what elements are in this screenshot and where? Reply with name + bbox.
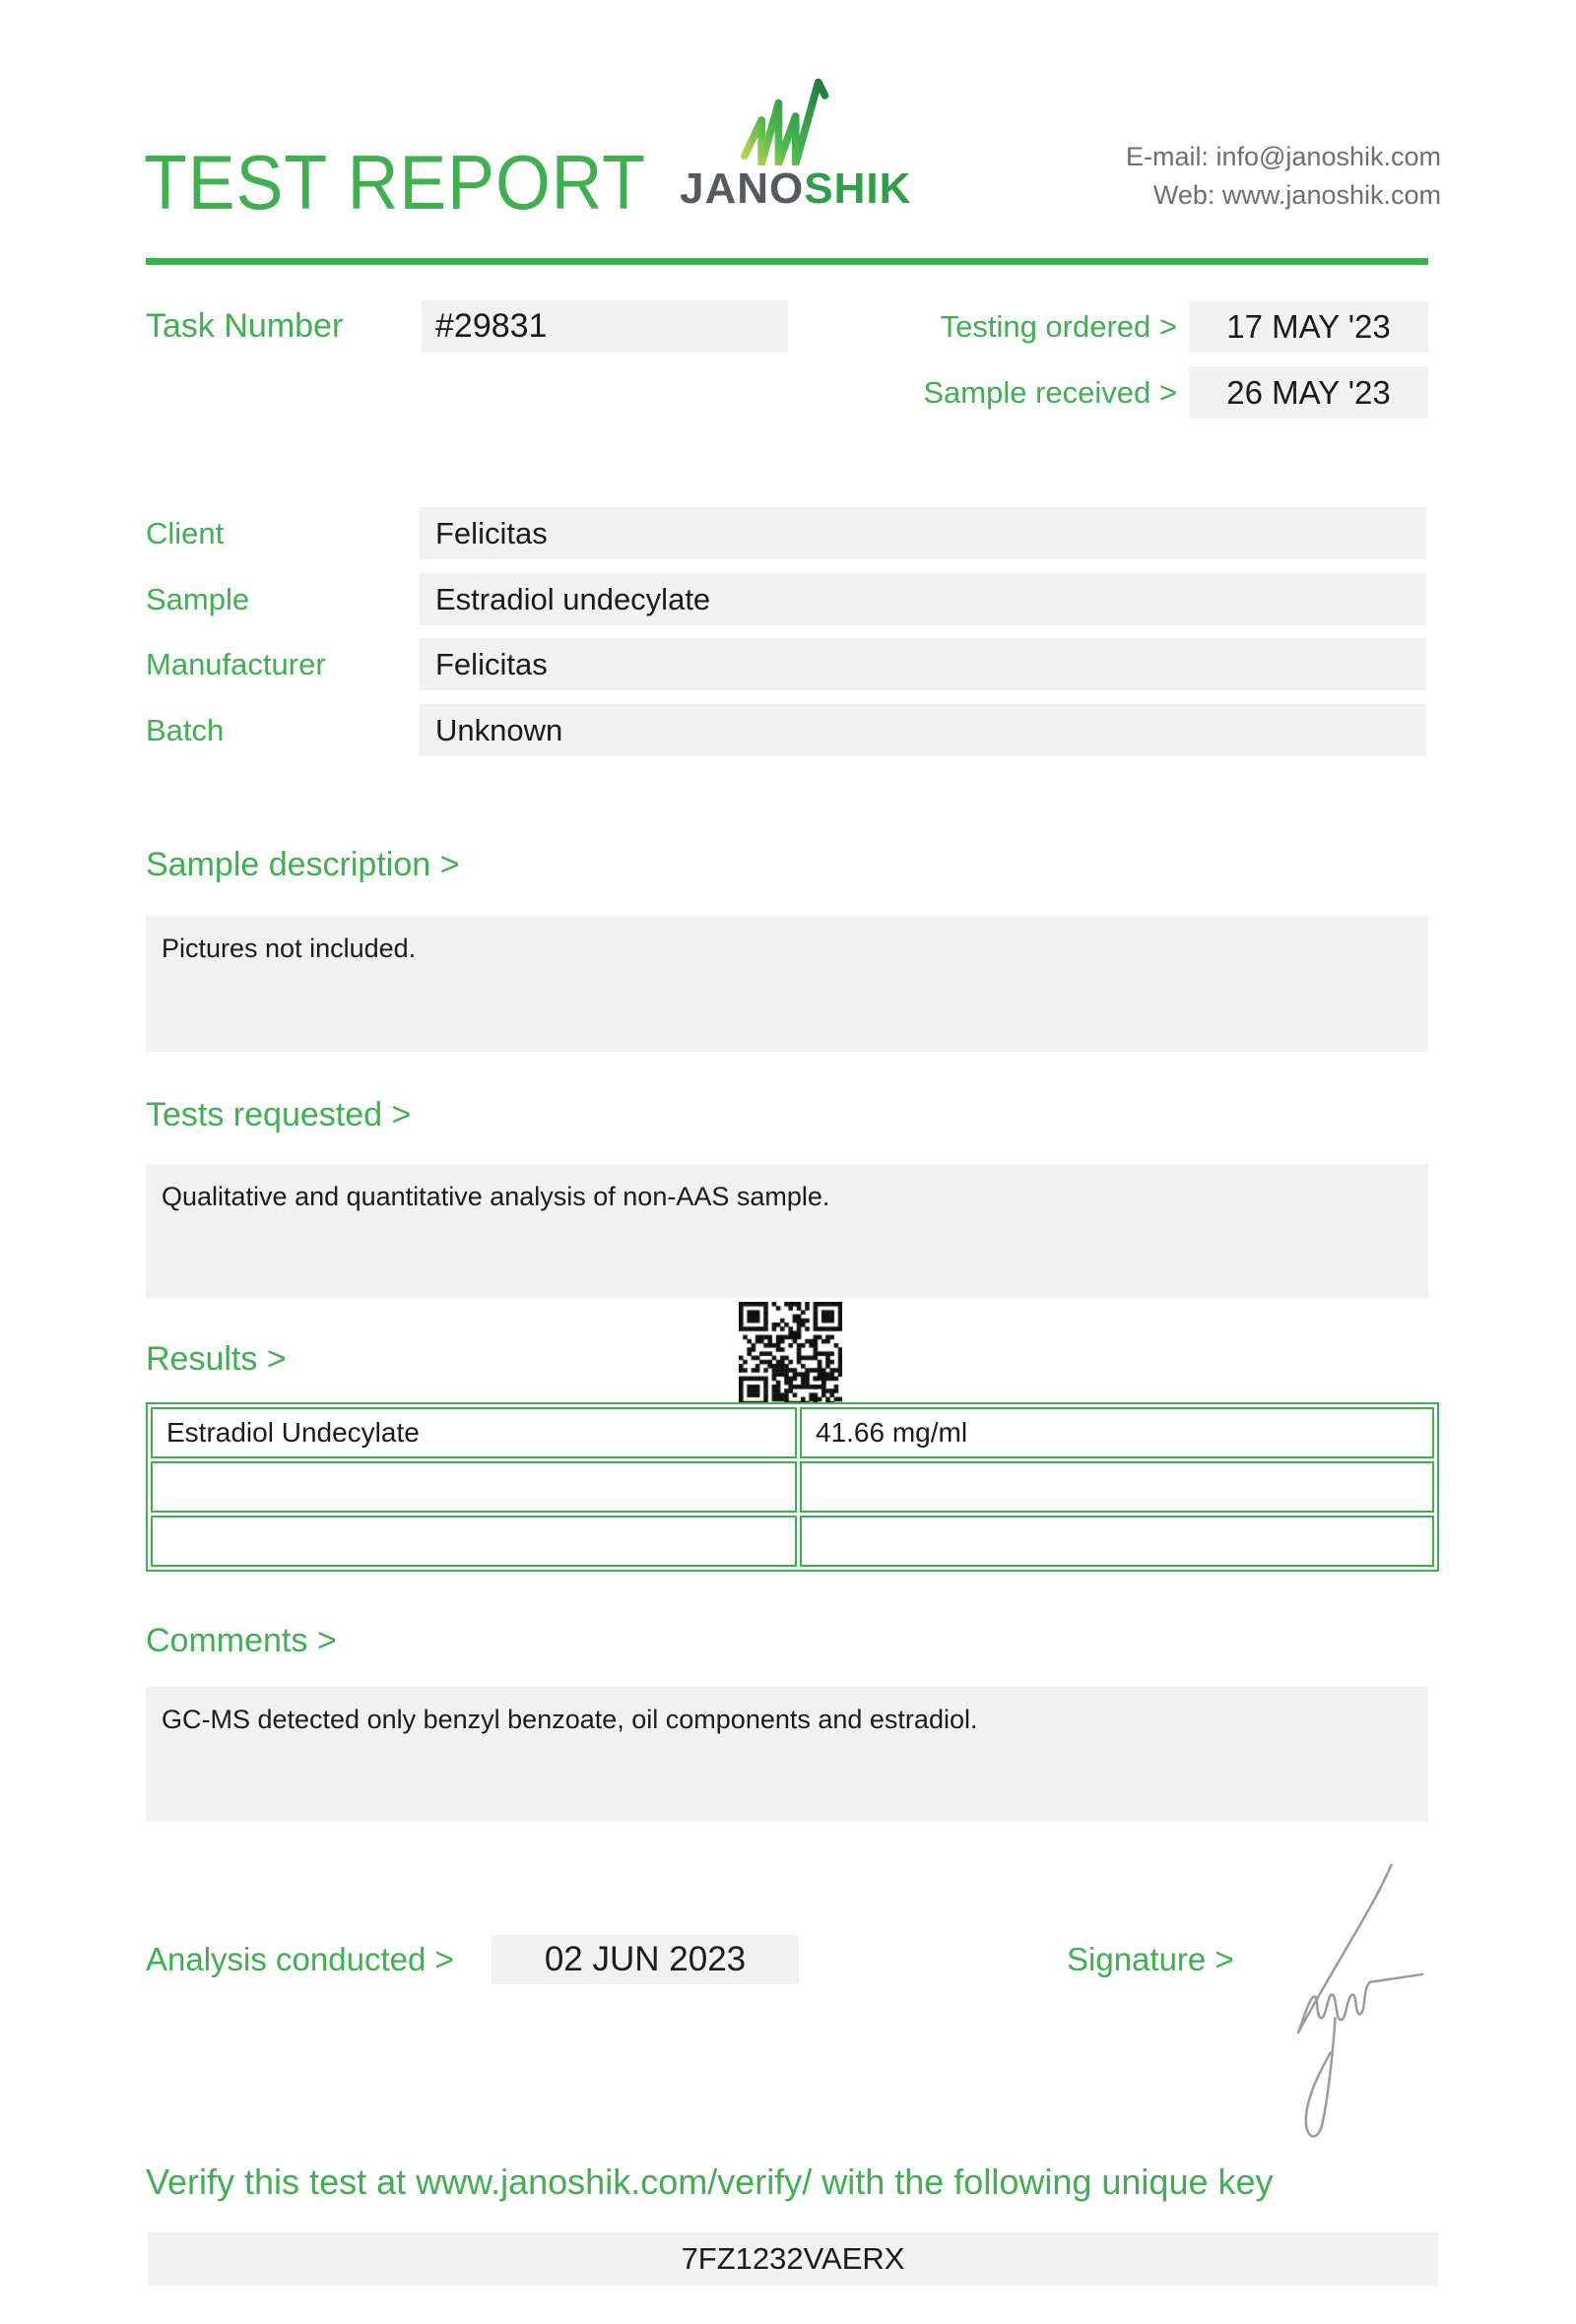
comments-text: GC-MS detected only benzyl benzoate, oil components and estradiol. (162, 1705, 978, 1734)
wordmark-primary: JANO (680, 164, 805, 213)
task-number-value: #29831 (435, 307, 548, 345)
wordmark-accent: SHIK (804, 164, 912, 213)
sample-description-text: Pictures not included. (162, 934, 417, 963)
manufacturer-value-box (420, 638, 1426, 690)
sample-value: Estradiol undecylate (435, 582, 711, 616)
janoshik-logo-chart-icon (735, 71, 843, 170)
analysis-conducted-value: 02 JUN 2023 (492, 1935, 799, 1984)
header-divider (146, 258, 1428, 265)
batch-value: Unknown (435, 713, 563, 747)
sample-received-label: Sample received > (923, 375, 1177, 410)
results-heading: Results > (146, 1340, 287, 1378)
comments-heading: Comments > (146, 1622, 337, 1659)
testing-ordered-label: Testing ordered > (940, 309, 1177, 344)
result-analyte (151, 1516, 797, 1567)
contact-block (1126, 138, 1441, 215)
contact-web: Web: www.janoshik.com (1152, 180, 1441, 210)
sample-received-value: 26 MAY '23 (1189, 366, 1428, 419)
verify-instruction: Verify this test at www.janoshik.com/verify/ with the following unique key (146, 2162, 1274, 2202)
result-value (800, 1516, 1434, 1567)
testing-ordered-value: 17 MAY '23 (1189, 301, 1428, 353)
tests-requested-text: Qualitative and quantitative analysis of non-AAS sample. (162, 1182, 830, 1211)
task-number-value-box (422, 300, 788, 353)
client-value: Felicitas (435, 516, 548, 550)
task-number-label: Task Number (146, 307, 344, 345)
signature-label: Signature > (1067, 1941, 1234, 1977)
results-table (146, 1402, 1439, 1572)
sample-label: Sample (146, 582, 250, 616)
client-value-box (420, 507, 1426, 559)
batch-value-box (420, 704, 1426, 756)
result-analyte: Estradiol Undecylate (151, 1407, 797, 1458)
manufacturer-label: Manufacturer (146, 647, 326, 681)
signature (1276, 1853, 1453, 2149)
verify-key: 7FZ1232VAERX (148, 2232, 1438, 2286)
janoshik-wordmark (680, 164, 912, 213)
client-label: Client (146, 516, 225, 550)
analysis-conducted-label: Analysis conducted > (146, 1941, 454, 1977)
tests-requested-box (146, 1164, 1428, 1298)
sample-value-box (420, 573, 1426, 625)
contact-email: E-mail: info@janoshik.com (1125, 142, 1441, 171)
result-analyte (151, 1461, 797, 1513)
results-row (151, 1461, 1434, 1513)
sample-description-heading: Sample description > (146, 846, 460, 883)
results-row (151, 1407, 1434, 1458)
tests-requested-heading: Tests requested > (146, 1096, 412, 1133)
page-title: TEST REPORT (144, 139, 646, 226)
results-row (151, 1516, 1434, 1567)
qr-code (739, 1302, 842, 1410)
batch-label: Batch (146, 713, 225, 747)
manufacturer-value: Felicitas (435, 647, 548, 681)
result-value: 41.66 mg/ml (800, 1407, 1434, 1458)
comments-box (146, 1687, 1428, 1822)
result-value (800, 1461, 1434, 1513)
sample-description-box (146, 916, 1428, 1052)
